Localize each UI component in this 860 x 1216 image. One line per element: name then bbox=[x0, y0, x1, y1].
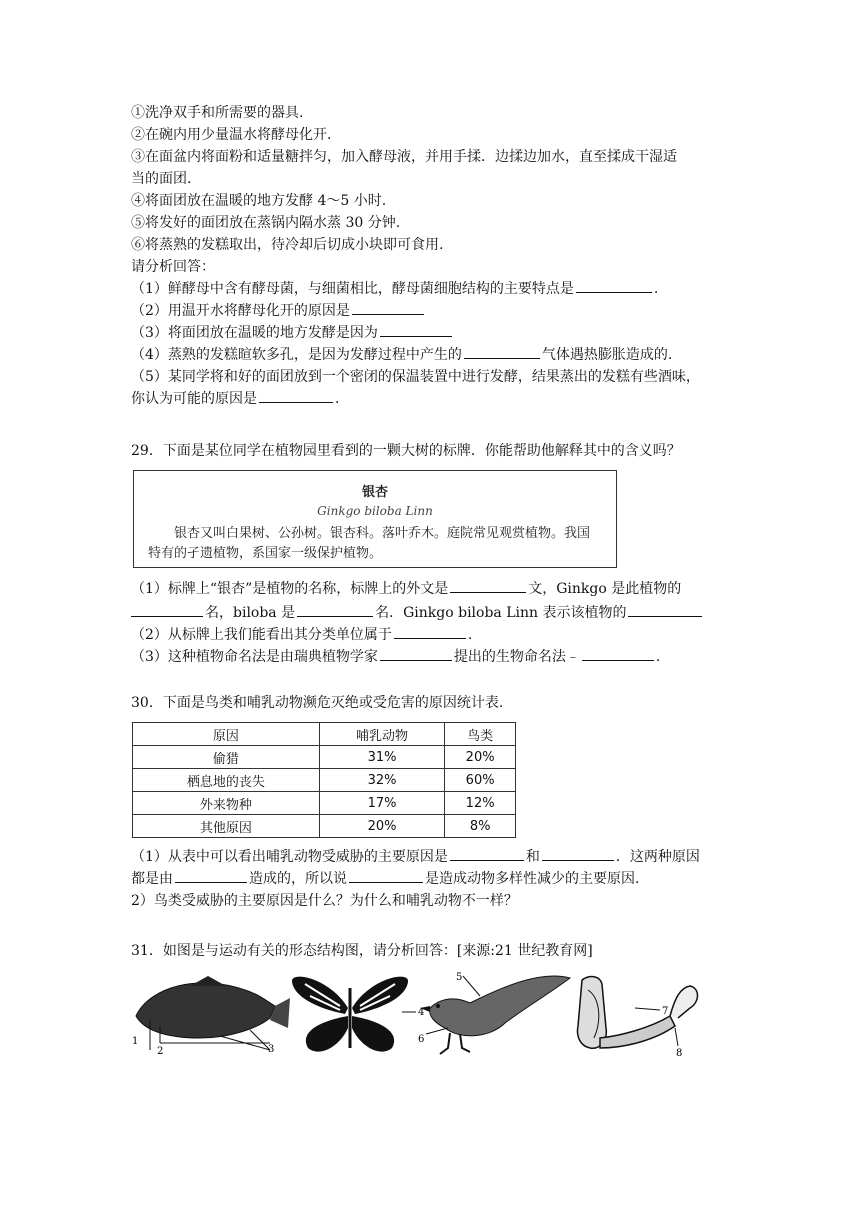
q28-2 bbox=[131, 300, 426, 322]
bird-figure bbox=[420, 976, 570, 1054]
q29-2-end: . bbox=[467, 627, 473, 643]
table-row bbox=[133, 769, 516, 792]
q28-5-line2 bbox=[131, 388, 339, 410]
q30-1-text: （1）从表中可以看出哺乳动物受威胁的主要原因是 bbox=[131, 849, 448, 865]
table-cell: 偷猎 bbox=[133, 746, 320, 769]
butterfly-figure bbox=[292, 977, 416, 1052]
answer-blank[interactable] bbox=[352, 300, 424, 315]
q28-3-text: （3）将面团放在温暖的地方发酵是因为 bbox=[131, 325, 378, 341]
sign-latin-name: Ginkgo biloba Linn bbox=[317, 504, 433, 518]
figure-label-3: 3 bbox=[268, 1044, 275, 1055]
table-row bbox=[133, 746, 516, 769]
q29-1-cont bbox=[131, 602, 704, 624]
q29-3 bbox=[131, 646, 660, 668]
q29-3-text: （3）这种植物命名法是由瑞典植物学家 bbox=[131, 649, 378, 665]
q30-title: 30．下面是鸟类和哺乳动物濒危灭绝或受危害的原因统计表. bbox=[131, 695, 504, 711]
step-1: ①洗净双手和所需要的器具. bbox=[131, 105, 304, 121]
q28-4-text: （4）蒸熟的发糕暄软多孔，是因为发酵过程中产生的 bbox=[131, 347, 462, 363]
q28-5-end: . bbox=[335, 391, 340, 407]
step-2: ②在碗内用少量温水将酵母化开. bbox=[131, 127, 332, 143]
q30-1-text-e: 造成的，所以说 bbox=[249, 871, 347, 887]
table-cell: 32% bbox=[319, 769, 444, 792]
q30-1-cont bbox=[131, 868, 639, 890]
answer-blank[interactable] bbox=[450, 578, 526, 593]
answer-blank[interactable] bbox=[349, 868, 423, 883]
figure-label-8: 8 bbox=[676, 1048, 683, 1059]
q28-4 bbox=[131, 344, 672, 366]
q28-1-text: （1）鲜酵母中含有酵母菌，与细菌相比，酵母菌细胞结构的主要特点是 bbox=[131, 281, 574, 297]
q29-2-text: （2）从标牌上我们能看出其分类单位属于 bbox=[131, 627, 392, 643]
arm-muscle-figure bbox=[578, 977, 698, 1049]
q29-3-end: . bbox=[655, 649, 661, 665]
sign-title: 银杏 bbox=[361, 485, 388, 500]
q28-5-line1: （5）某同学将和好的面团放到一个密闭的保温装置中进行发酵，结果蒸出的发糕有些酒味， bbox=[131, 369, 700, 385]
fish-figure bbox=[136, 976, 290, 1050]
q30-1-and: 和 bbox=[525, 849, 540, 865]
table-cell: 20% bbox=[319, 815, 444, 838]
analysis-prompt: 请分析回答： bbox=[131, 259, 215, 275]
figure-label-5: 5 bbox=[456, 972, 463, 983]
step-3: ③在面盆内将面粉和适量糖拌匀，加入酵母液，并用手揉．边揉边加水，直至揉成干湿适 bbox=[131, 149, 677, 165]
answer-blank[interactable] bbox=[450, 846, 524, 861]
answer-blank[interactable] bbox=[628, 602, 702, 617]
threat-table bbox=[132, 722, 516, 838]
table-row bbox=[133, 815, 516, 838]
table-cell: 栖息地的丧失 bbox=[133, 769, 320, 792]
q28-2-text: （2）用温开水将酵母化开的原因是 bbox=[131, 303, 350, 319]
q30-1-text-c: ．这两种原因 bbox=[615, 849, 700, 865]
motion-structure-figures bbox=[130, 968, 730, 1063]
q28-3 bbox=[131, 322, 454, 344]
q28-1 bbox=[131, 278, 658, 300]
q29-1-text-d: 名．Ginkgo biloba Linn 表示该植物的 bbox=[375, 605, 627, 621]
answer-blank[interactable] bbox=[297, 602, 373, 617]
q31-title: 31．如图是与运动有关的形态结构图，请分析回答：[来源:21 世纪教育网] bbox=[131, 943, 593, 959]
table-cell: 12% bbox=[445, 792, 516, 815]
table-cell: 8% bbox=[445, 815, 516, 838]
q30-1-text-d: 都是由 bbox=[131, 871, 173, 887]
figure-label-7: 7 bbox=[662, 1006, 669, 1017]
figure-label-1: 1 bbox=[132, 1036, 139, 1047]
answer-blank[interactable] bbox=[394, 624, 466, 639]
table-header-row bbox=[133, 723, 516, 746]
q29-1 bbox=[131, 578, 681, 600]
q29-title: 29．下面是某位同学在植物园里看到的一颗大树的标牌．你能帮助他解释其中的含义吗？ bbox=[131, 443, 681, 459]
q30-1-text-f: 是造成动物多样性减少的主要原因. bbox=[425, 871, 640, 887]
answer-blank[interactable] bbox=[380, 322, 452, 337]
table-cell: 17% bbox=[319, 792, 444, 815]
answer-blank[interactable] bbox=[582, 646, 654, 661]
figure-label-4: 4 bbox=[418, 1007, 425, 1018]
answer-blank[interactable] bbox=[175, 868, 247, 883]
plant-sign bbox=[133, 470, 617, 568]
step-5: ⑤将发好的面团放在蒸锅内隔水蒸 30 分钟. bbox=[131, 215, 401, 231]
table-header-cell: 原因 bbox=[133, 723, 320, 746]
q29-1-text-b: 文，Ginkgo 是此植物的 bbox=[528, 581, 682, 597]
table-header-cell: 哺乳动物 bbox=[319, 723, 444, 746]
q28-4-end: 气体遇热膨胀造成的. bbox=[541, 347, 673, 363]
q29-2 bbox=[131, 624, 472, 646]
table-header-cell: 鸟类 bbox=[445, 723, 516, 746]
answer-blank[interactable] bbox=[131, 602, 203, 617]
step-6: ⑥将蒸熟的发糕取出，待冷却后切成小块即可食用. bbox=[131, 237, 444, 253]
answer-blank[interactable] bbox=[259, 388, 333, 403]
answer-blank[interactable] bbox=[380, 646, 452, 661]
table-cell: 外来物种 bbox=[133, 792, 320, 815]
q30-1 bbox=[131, 846, 700, 868]
step-3-cont: 当的面团. bbox=[131, 171, 192, 187]
figure-label-6: 6 bbox=[418, 1034, 425, 1045]
table-row bbox=[133, 792, 516, 815]
table-cell: 其他原因 bbox=[133, 815, 320, 838]
answer-blank[interactable] bbox=[542, 846, 614, 861]
table-cell: 20% bbox=[445, 746, 516, 769]
answer-blank[interactable] bbox=[576, 278, 652, 293]
q29-3-text-b: 提出的生物命名法﹣ bbox=[453, 649, 580, 665]
step-4: ④将面团放在温暖的地方发酵 4～5 小时. bbox=[131, 193, 387, 209]
table-cell: 31% bbox=[319, 746, 444, 769]
q28-5-text: 你认为可能的原因是 bbox=[131, 391, 257, 407]
q29-1-text: （1）标牌上“银杏”是植物的名称，标牌上的外文是 bbox=[131, 581, 449, 597]
sign-description: 银杏又叫白果树、公孙树。银杏科。落叶乔木。庭院常见观赏植物。我国特有的孑遗植物，系国家一级保护植物。 bbox=[148, 526, 591, 561]
q30-2: 2）鸟类受威胁的主要原因是什么？为什么和哺乳动物不一样？ bbox=[131, 893, 518, 909]
q29-1-text-c: 名，biloba 是 bbox=[205, 605, 296, 621]
table-cell: 60% bbox=[445, 769, 516, 792]
figure-label-2: 2 bbox=[157, 1046, 164, 1057]
q28-1-end: . bbox=[653, 281, 659, 297]
answer-blank[interactable] bbox=[464, 344, 540, 359]
